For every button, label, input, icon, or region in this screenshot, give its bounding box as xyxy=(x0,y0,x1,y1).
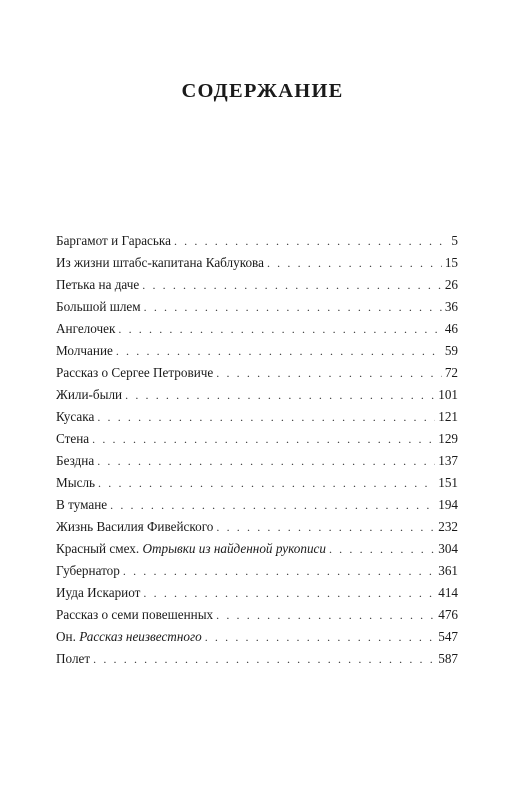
toc-entry-title-text: Стена xyxy=(56,431,90,446)
toc-entry[interactable] xyxy=(56,299,458,321)
toc-dot-leader xyxy=(144,300,442,315)
toc-entry[interactable] xyxy=(56,387,458,409)
toc-entry-title-text: Ангелочек xyxy=(56,321,116,336)
toc-entry-title-text: Мысль xyxy=(56,475,96,490)
toc-entry[interactable] xyxy=(56,431,458,453)
toc-page-number: 232 xyxy=(438,519,458,534)
toc-entry-title-text: Иуда Искариот xyxy=(56,585,141,600)
toc-entry-title-text: Жили-были xyxy=(56,387,123,402)
toc-entry-title xyxy=(56,365,216,381)
toc-dot-leader xyxy=(267,256,442,271)
toc-dot-leader xyxy=(205,630,436,645)
toc-entry[interactable] xyxy=(56,343,458,365)
toc-page-number: 194 xyxy=(438,497,458,512)
toc-entry-subtitle: Рассказ неизвестного xyxy=(79,629,202,644)
toc-page-number: 59 xyxy=(444,343,458,358)
toc-page-number: 101 xyxy=(438,387,458,402)
page-title: СОДЕРЖАНИЕ xyxy=(181,79,344,102)
toc-entry[interactable] xyxy=(56,255,458,277)
toc-dot-leader xyxy=(216,608,435,623)
toc-page-number: 72 xyxy=(444,365,458,380)
toc-entry-title xyxy=(56,277,142,293)
toc-entry[interactable] xyxy=(56,607,458,629)
toc-entry[interactable] xyxy=(56,585,458,607)
toc-entry-title xyxy=(56,563,123,579)
toc-dot-leader xyxy=(98,476,435,491)
toc-dot-leader xyxy=(97,410,435,425)
toc-entry-title xyxy=(56,585,143,601)
toc-entry[interactable] xyxy=(56,233,458,255)
toc-dot-leader xyxy=(329,542,435,557)
toc-entry-title xyxy=(56,475,98,491)
toc-entry-title xyxy=(56,409,97,425)
toc-page-number: 15 xyxy=(444,255,458,270)
toc-entry-title xyxy=(56,255,267,271)
toc-entry-title xyxy=(56,233,174,249)
toc-entry-title-text: Рассказ о Сергее Петровиче xyxy=(56,365,214,380)
toc-entry-title xyxy=(56,497,110,513)
toc-dot-leader xyxy=(216,520,435,535)
toc-entry[interactable] xyxy=(56,475,458,497)
toc-entry-title-text: Рассказ о семи повешенных xyxy=(56,607,214,622)
toc-entry-title xyxy=(56,321,118,337)
toc-dot-leader xyxy=(125,388,435,403)
toc-dot-leader xyxy=(123,564,435,579)
toc-entry-title xyxy=(56,299,144,315)
toc-page-number: 121 xyxy=(438,409,458,424)
toc-entry[interactable] xyxy=(56,563,458,585)
toc-dot-leader xyxy=(142,278,442,293)
toc-dot-leader xyxy=(97,454,435,469)
toc-page-number: 36 xyxy=(444,299,458,314)
toc-entry[interactable] xyxy=(56,321,458,343)
toc-page-number: 304 xyxy=(438,541,458,556)
toc-entry-title xyxy=(56,651,93,667)
toc-page-number: 414 xyxy=(438,585,458,600)
toc-entry-title-text: Из жизни штабс-капитана Каблукова xyxy=(56,255,264,270)
toc-page-number: 26 xyxy=(444,277,458,292)
toc-dot-leader xyxy=(143,586,435,601)
toc-entry-title-text: Кусака xyxy=(56,409,95,424)
toc-page-number: 587 xyxy=(438,651,458,666)
toc-dot-leader xyxy=(118,322,441,337)
toc-page-number: 129 xyxy=(438,431,458,446)
toc-entry-title-text: Бездна xyxy=(56,453,95,468)
toc-entry-title xyxy=(56,431,92,447)
toc-page-number: 476 xyxy=(438,607,458,622)
toc-entry-title xyxy=(56,607,216,623)
toc-entry-title-text: Петька на даче xyxy=(56,277,140,292)
toc-entry-title-text: Полет xyxy=(56,651,91,666)
toc-dot-leader xyxy=(174,234,448,249)
toc-entry-title-text: Молчание xyxy=(56,343,113,358)
toc-page-number: 151 xyxy=(438,475,458,490)
toc-entry-title-text: В тумане xyxy=(56,497,108,512)
toc-entry[interactable] xyxy=(56,497,458,519)
toc-entry-title xyxy=(56,387,125,403)
toc-page-number: 5 xyxy=(451,233,458,248)
toc-entry[interactable] xyxy=(56,365,458,387)
toc-entry-title-text: Большой шлем xyxy=(56,299,141,314)
toc-page-number: 137 xyxy=(438,453,458,468)
toc-entry-title-text: Баргамот и Гараська xyxy=(56,233,171,248)
toc-entry[interactable] xyxy=(56,651,458,673)
table-of-contents xyxy=(56,233,458,673)
toc-entry[interactable] xyxy=(56,541,458,563)
toc-entry[interactable] xyxy=(56,277,458,299)
toc-dot-leader xyxy=(92,432,435,447)
toc-entry-title-text: Он. xyxy=(56,629,76,644)
toc-entry[interactable] xyxy=(56,519,458,541)
toc-entry[interactable] xyxy=(56,453,458,475)
toc-page-number: 547 xyxy=(438,629,458,644)
toc-entry-title xyxy=(56,629,205,645)
toc-dot-leader xyxy=(93,652,435,667)
toc-page-number: 361 xyxy=(438,563,458,578)
toc-dot-leader xyxy=(116,344,442,359)
toc-entry[interactable] xyxy=(56,409,458,431)
toc-entry-title-text: Жизнь Василия Фивейского xyxy=(56,519,214,534)
toc-entry-title xyxy=(56,343,116,359)
toc-entry-title-text: Красный смех. xyxy=(56,541,140,556)
toc-entry-title-text: Губернатор xyxy=(56,563,120,578)
toc-entry-title xyxy=(56,519,216,535)
toc-entry-subtitle: Отрывки из найденной рукописи xyxy=(142,541,326,556)
toc-page-number: 46 xyxy=(444,321,458,336)
toc-dot-leader xyxy=(110,498,435,513)
toc-entry-title xyxy=(56,453,97,469)
toc-entry-title xyxy=(56,541,329,557)
toc-entry[interactable] xyxy=(56,629,458,651)
toc-dot-leader xyxy=(216,366,442,381)
